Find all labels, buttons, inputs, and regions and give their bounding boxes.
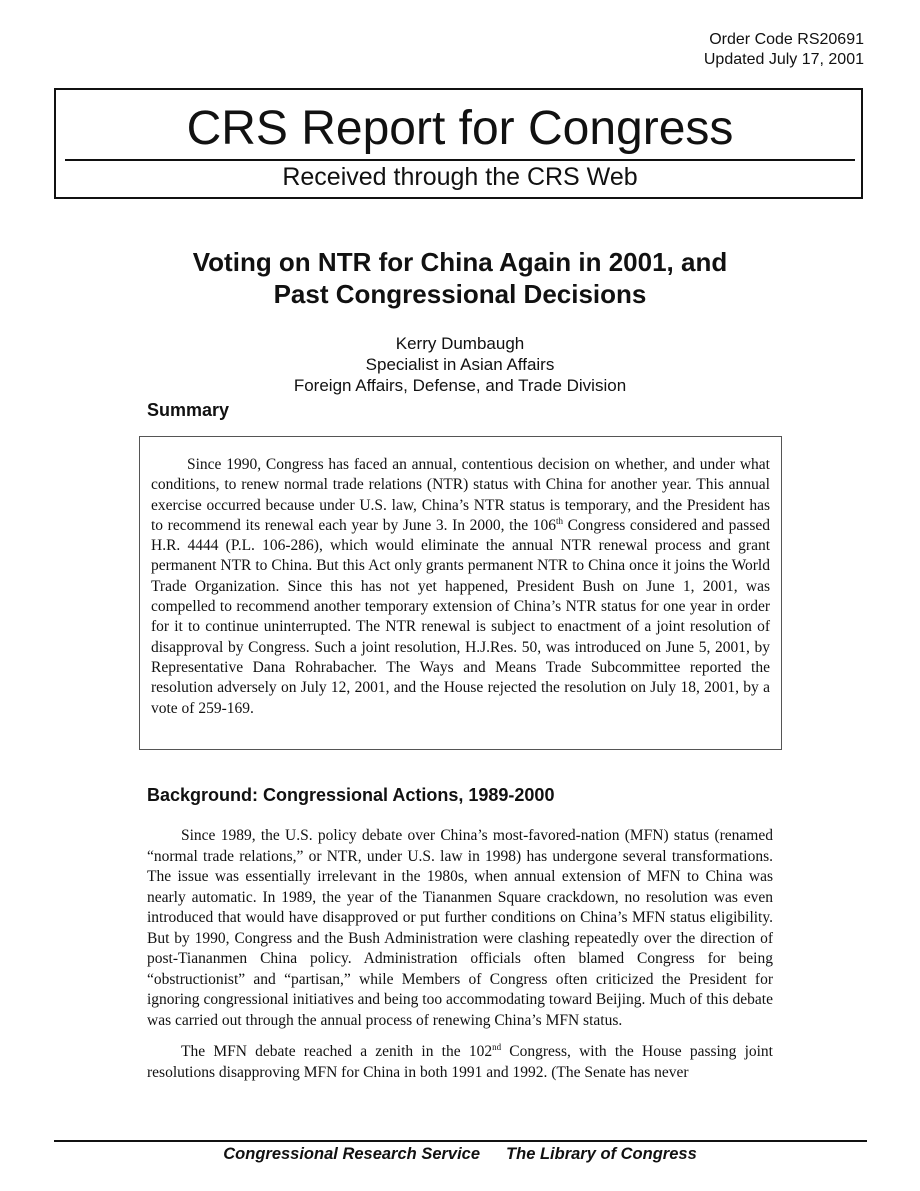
author-position: Specialist in Asian Affairs	[365, 355, 555, 374]
summary-heading: Summary	[147, 400, 230, 420]
bg-p2-text-a: The MFN debate reached a zenith in the 102	[181, 1043, 493, 1060]
summary-ordinal: th	[555, 515, 563, 526]
background-paragraph-2	[147, 1042, 773, 1083]
summary-text-b: Congress considered and passed H.R. 4444 (P.L. 106-286), which would eliminate the annual NTR renewal process and grant permanent NTR to China. But this Act only grants permanent NTR to China once it joins the World Trade Organization. Since this has not yet happened, President Bush on June 1, 2001, was compelled to recommend another temporary extension of China’s NTR status for one year in order for it to continue uninterrupted. The NTR renewal is subject to enactment of a joint resolution of disapproval by Congress. Such a joint resolution, H.J.Res. 50, was introduced on June 5, 2001, by Representative Dana Rohrabacher. The Ways and Means Trade Subcommittee reported the resolution adversely on July 12, 2001, and the House rejected the resolution on July 18, 2001, by a vote of 259-169.	[151, 516, 770, 717]
footer-rule	[54, 1140, 867, 1142]
bg-p2-ordinal: nd	[492, 1042, 502, 1052]
background-heading: Background: Congressional Actions, 1989-2000	[147, 785, 555, 805]
footer-crs: Congressional Research Service	[223, 1145, 481, 1163]
summary-paragraph	[151, 455, 770, 719]
banner-title: CRS Report for Congress	[186, 102, 734, 155]
banner-subtitle: Received through the CRS Web	[282, 163, 638, 191]
title-line-1: Voting on NTR for China Again in 2001, and	[192, 247, 728, 277]
title-line-2: Past Congressional Decisions	[273, 279, 647, 309]
summary-box	[139, 436, 782, 750]
author-block	[0, 333, 920, 396]
background-paragraph-1: Since 1989, the U.S. policy debate over China’s most-favored-nation (MFN) status (renamed “normal trade relations,” or NTR, under U.S. law in 1998) has undergone several transformations. The issue was essentially irrelevant in the 1980s, when annual extension of MFN to China was nearly automatic. In 1989, the year of the Tiananmen Square crackdown, no resolution was even introduced that would have disapproved or put further conditions on China’s MFN status eligibility. But by 1990, Congress and the Bush Administration were clashing repeatedly over the direction of post-Tiananmen China policy. Administration officials often blamed Congress for being “obstructionist” and “partisan,” while Members of Congress often criticized the President for ignoring congressional initiatives and being too accommodating toward Beijing. Much of this debate was carried out through the annual process of renewing China’s MFN status.	[147, 827, 773, 1029]
bg-p2-text-b: Congress, with the House passing joint resolutions disapproving MFN for China in both 1991 and 1992. (The Senate has never	[147, 1043, 773, 1081]
footer-library: The Library of Congress	[506, 1145, 697, 1163]
summary-text-a: Since 1990, Congress has faced an annual, contentious decision on whether, and under what conditions, to renew normal trade relations (NTR) status with China for another year. This annual exercise occurred because under U.S. law, China’s NTR status is temporary, and the President has to recommend its renewal each year by June 3. In 2000, the 106	[151, 456, 770, 534]
order-code: Order Code RS20691	[709, 31, 864, 48]
document-title	[100, 246, 820, 310]
author-division: Foreign Affairs, Defense, and Trade Division	[293, 376, 627, 395]
banner-rule	[65, 159, 855, 161]
order-info	[704, 30, 864, 70]
author-name: Kerry Dumbaugh	[395, 334, 525, 353]
background-body	[147, 826, 773, 1094]
updated-date: Updated July 17, 2001	[703, 51, 864, 68]
page-footer	[0, 1143, 920, 1165]
